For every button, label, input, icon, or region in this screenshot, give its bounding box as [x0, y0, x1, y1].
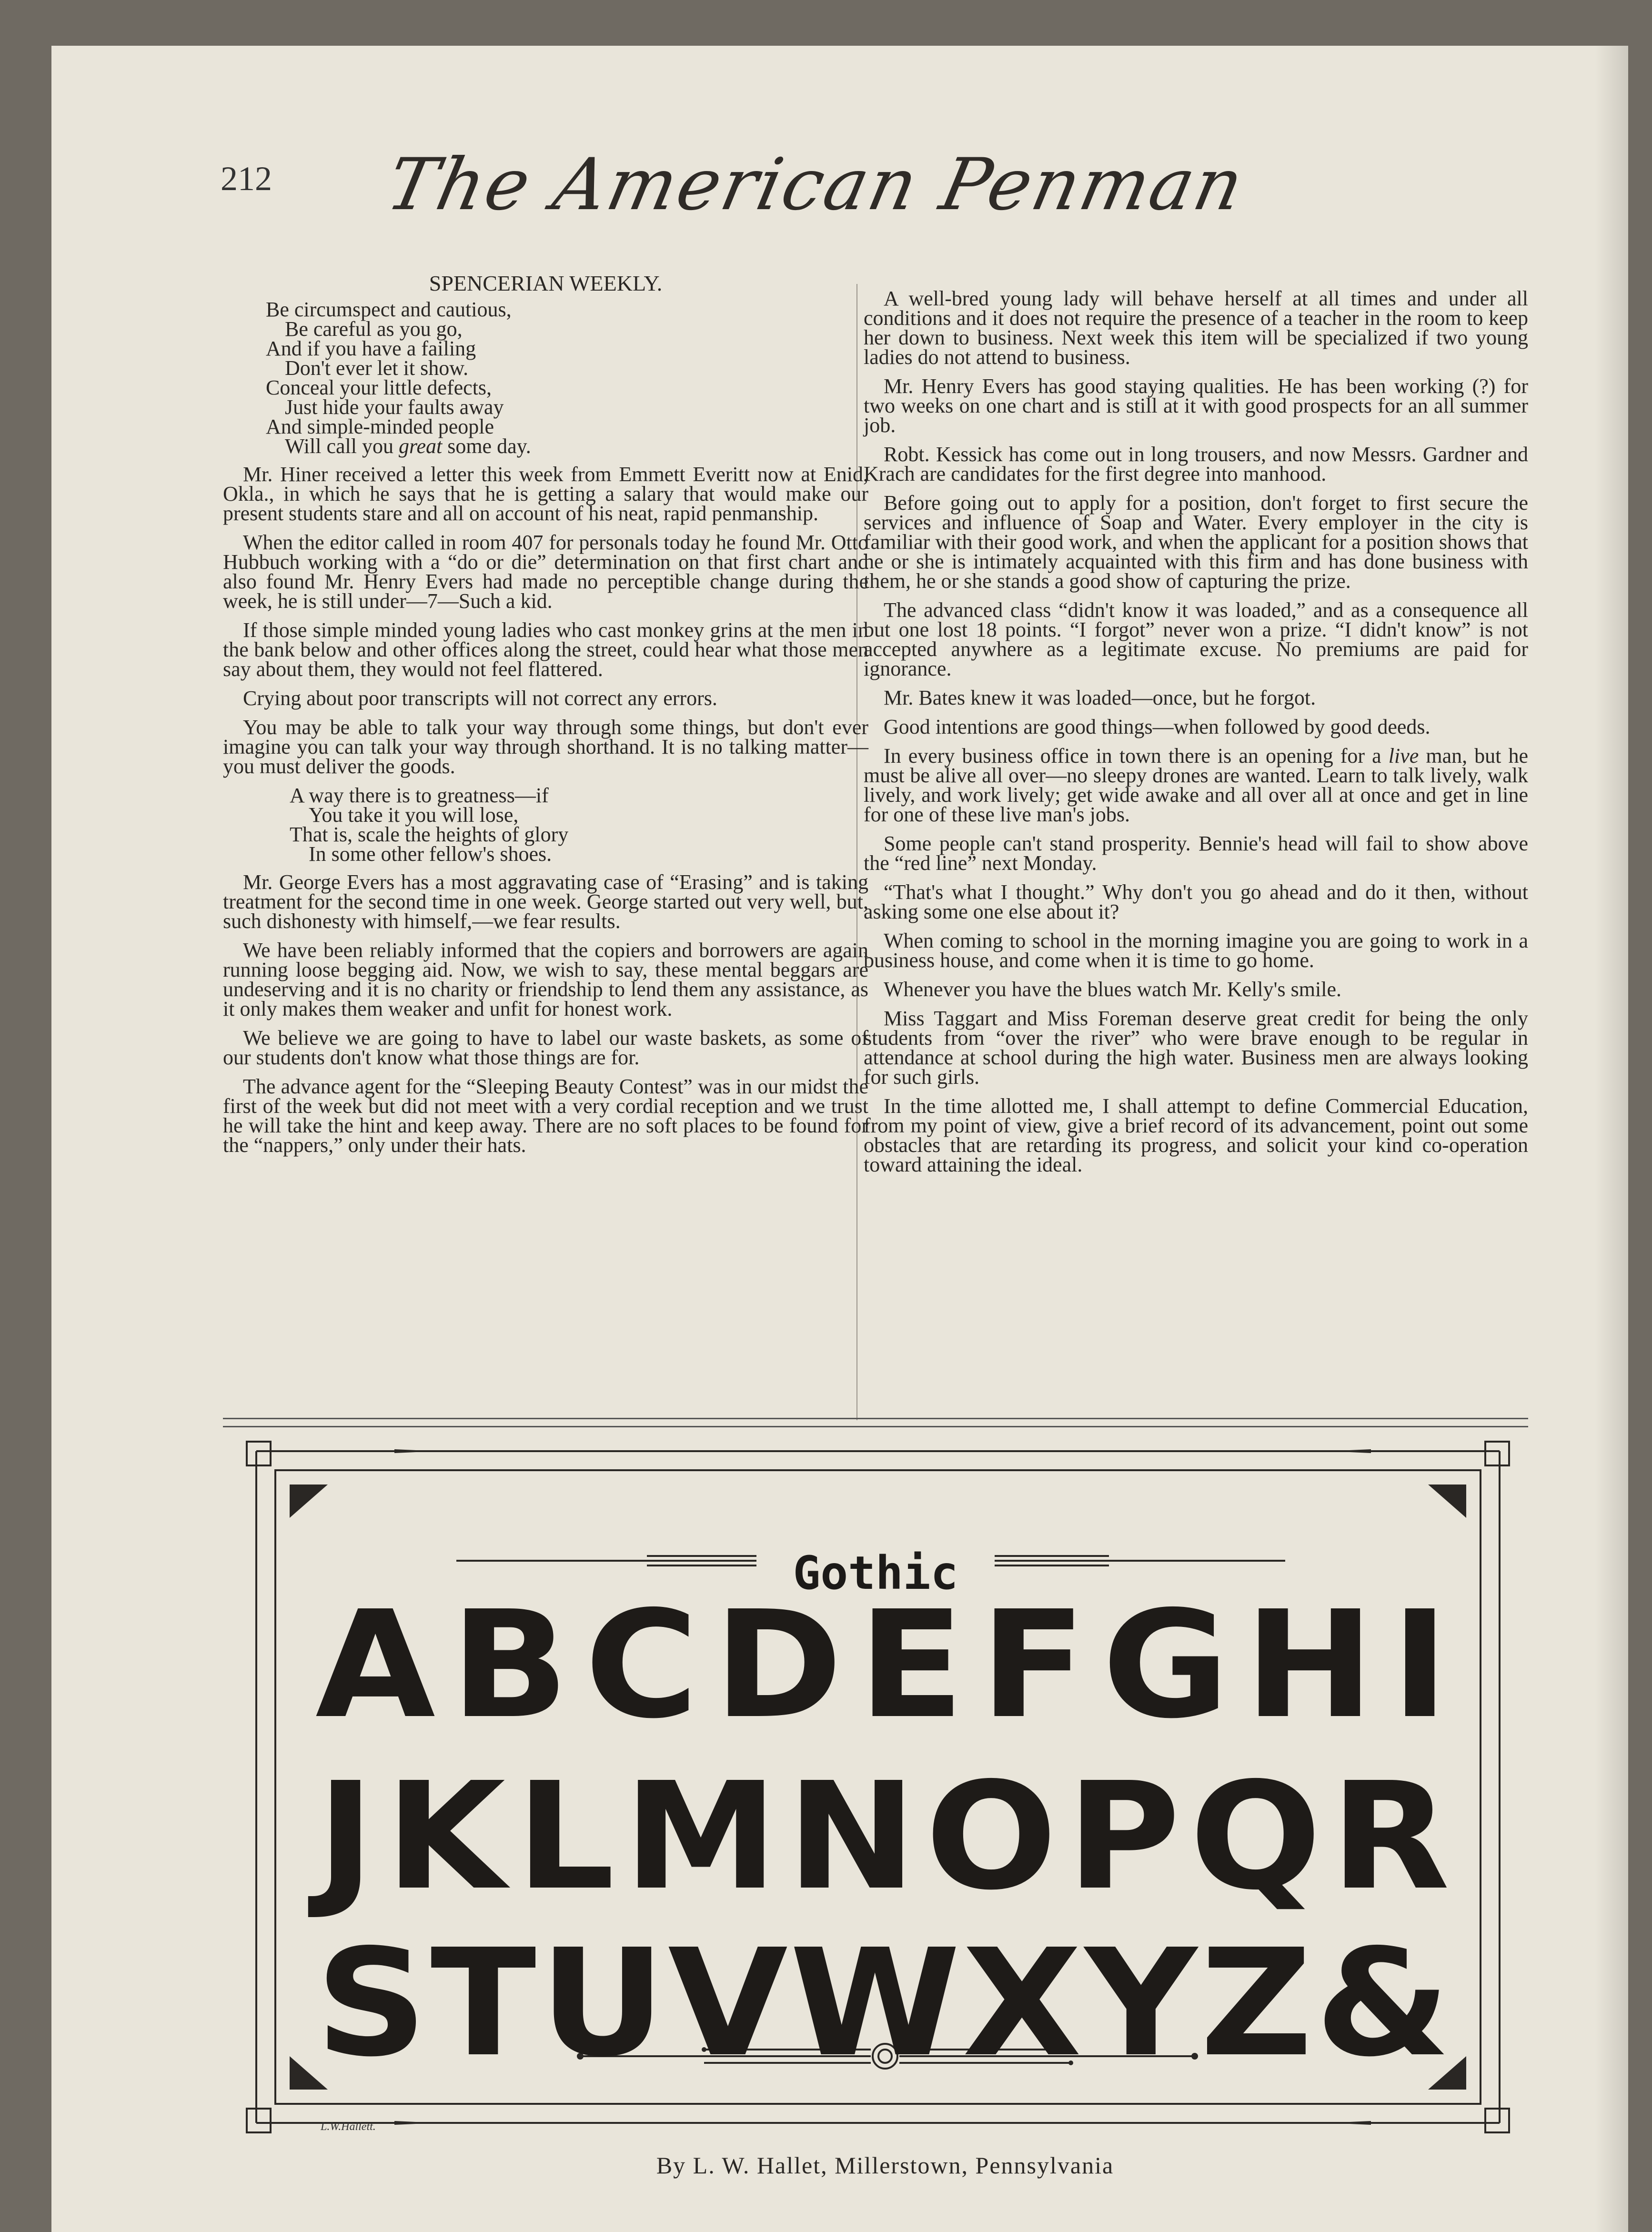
- paragraph: Before going out to apply for a position, don't forget to first secure the services and influence of Soap and Water. Every employer in the city is familiar with their good work, and when the applicant for a position shows that he or she is intimately acquainted with this firm and has done business with them, he or she stands a good show of capturing the prize.: [864, 491, 1528, 593]
- paragraph: Robt. Kessick has come out in long trousers, and now Messrs. Gardner and Krach are candidates for the first degree into manhood.: [864, 443, 1528, 485]
- section-divider: [223, 1418, 1528, 1427]
- letter: I: [1390, 1579, 1449, 1751]
- artist-signature: L.W.Hallett.: [321, 2121, 376, 2133]
- verse-1: [223, 300, 868, 456]
- verse-line: And simple-minded people: [266, 415, 494, 438]
- letter: A: [315, 1579, 435, 1751]
- paragraph: A well-bred young lady will behave herself at all times and under all conditions and it does not require the presence of a teacher in the room to keep her down to business. Next week this item will be specialized if two young ladies do not attend to business.: [864, 287, 1528, 369]
- verse-line: And if you have a failing: [266, 337, 476, 360]
- letter: H: [1244, 1579, 1374, 1751]
- verse-line: You take it you will lose,: [309, 803, 519, 827]
- paragraph: The advance agent for the “Sleeping Beauty Contest” was in our midst the first of the week but did not meet with a very cordial reception and we trust he will take the hint and keep away. There are no soft places to be found for the “nappers,” only under their hats.: [223, 1075, 868, 1157]
- paragraph: Some people can't stand prosperity. Bennie's head will fail to show above the “red line” next Monday.: [864, 832, 1528, 875]
- letter: E: [858, 1579, 965, 1751]
- paragraph: Good intentions are good things—when followed by good deeds.: [884, 715, 1430, 738]
- paragraph: Mr. Hiner received a letter this week from Emmett Everitt now at Enid, Okla., in which he says that he is getting a salary that would make our present students stare and all on account of his neat, rapid penmanship.: [223, 463, 868, 525]
- verse-line: In some other fellow's shoes.: [309, 842, 552, 866]
- paragraph: When the editor called in room 407 for personals today he found Mr. Otto Hubbuch working with a “do or die” determination on that first chart and also found Mr. Henry Evers had made no perceptible change during the week, he is still under—7—Such a kid.: [223, 531, 868, 613]
- letter: C: [584, 1579, 699, 1751]
- letter: N: [786, 1751, 917, 1923]
- letter: J: [317, 1751, 375, 1923]
- paragraph: [864, 746, 1528, 824]
- gothic-alphabet-plate: [237, 1437, 1519, 2142]
- text-run: In every business office in town there is an opening for a: [884, 744, 1389, 768]
- alphabet-row-3: [315, 1918, 1451, 2090]
- letter: Y: [1085, 1918, 1197, 2090]
- emphasis: live: [1388, 744, 1419, 768]
- paragraph: When coming to school in the morning imagine you are going to work in a business house, and come when it is time to go home.: [864, 929, 1528, 972]
- paragraph: We believe we are going to have to label our waste baskets, as some of our students don't know what those things are for.: [223, 1026, 868, 1069]
- paragraph: The advanced class “didn't know it was loaded,” and as a consequence all but one lost 18 points. “I forgot” never won a prize. “I didn't know” is not accepted anywhere as a legitimate excuse. No premiums are paid for ignorance.: [864, 598, 1528, 680]
- letter: K: [385, 1751, 506, 1923]
- paragraph: If those simple minded young ladies who cast monkey grins at the men in the bank below and other offices along the street, could hear what those men say about them, they would not feel flattered.: [223, 618, 868, 681]
- column-heading: SPENCERIAN WEEKLY.: [429, 271, 663, 295]
- letter: Q: [1189, 1751, 1321, 1923]
- paragraph: Mr. Bates knew it was loaded—once, but he forgot.: [884, 686, 1316, 709]
- paragraph: Crying about poor transcripts will not correct any errors.: [243, 687, 717, 710]
- masthead-title: The American Penman: [380, 143, 1252, 226]
- paragraph: “That's what I thought.” Why don't you go ahead and do it then, without asking some one else about it?: [864, 880, 1528, 923]
- paragraph: In the time allotted me, I shall attempt to define Commercial Education, from my point of view, give a brief record of its advancement, point out some obstacles that are retarding its progress, and solicit your kind co-operation toward attaining the ideal.: [864, 1094, 1528, 1176]
- letter: O: [925, 1751, 1058, 1923]
- letter: Z: [1200, 1918, 1313, 2090]
- page-number: 212: [221, 160, 272, 198]
- alphabet-row-1: [315, 1579, 1449, 1751]
- letter: L: [515, 1751, 615, 1923]
- plate-credit: By L. W. Hallet, Millerstown, Pennsylvania: [656, 2152, 1114, 2179]
- verse-line: A way there is to greatness—if: [290, 784, 549, 807]
- letter: M: [624, 1751, 778, 1923]
- paragraph: Mr. George Evers has a most aggravating case of “Erasing” and is taking treatment for the second time in one week. George started out very well, but, such dishonesty with himself,—we fear results.: [223, 870, 868, 933]
- verse-line: That is, scale the heights of glory: [290, 823, 569, 846]
- letter: F: [980, 1579, 1087, 1751]
- verse-line: Be circumspect and cautious,: [266, 298, 512, 321]
- verse-line: Don't ever let it show.: [285, 356, 469, 380]
- letter: X: [962, 1918, 1082, 2090]
- paragraph: Whenever you have the blues watch Mr. Kelly's smile.: [884, 978, 1341, 1001]
- plate-title: Gothic: [793, 1546, 958, 1600]
- alphabet-row-2: [317, 1751, 1450, 1923]
- letter: B: [451, 1579, 569, 1751]
- letter: T: [430, 1918, 536, 2090]
- letter: G: [1102, 1579, 1229, 1751]
- letter: &: [1315, 1918, 1451, 2090]
- paragraph: Mr. Henry Evers has good staying qualities. He has been working (?) for two weeks on one chart and is still at it with good prospects for an all summer job.: [864, 374, 1528, 437]
- paragraph: You may be able to talk your way through some things, but don't ever imagine you can talk your way through shorthand. It is no talking matter—you must deliver the goods.: [223, 716, 868, 778]
- letter: U: [539, 1918, 665, 2090]
- letter: P: [1066, 1751, 1180, 1923]
- paragraph: We have been reliably informed that the copiers and borrowers are again running loose begging aid. Now, we wish to say, these mental beggars are undeserving and it is no charity or friendship to lend them any assistance, as it only makes them weaker and unfit for honest work.: [223, 939, 868, 1020]
- letter: W: [789, 1918, 961, 2090]
- letter: V: [668, 1918, 788, 2090]
- letter: R: [1330, 1751, 1450, 1923]
- paragraph: Miss Taggart and Miss Foreman deserve great credit for being the only students from “over the river” who were brave enough to be regular in attendance at school during the high water. Business men are always looking for such girls.: [864, 1007, 1528, 1089]
- letter: D: [714, 1579, 843, 1751]
- verse-2: [223, 786, 868, 864]
- verse-line: Be careful as you go,: [285, 317, 463, 341]
- left-column: [223, 273, 868, 1164]
- letter: S: [315, 1918, 427, 2090]
- magazine-page: [51, 46, 1628, 2232]
- verse-line: Conceal your little defects,: [266, 376, 492, 399]
- verse-line: Will call you great some day.: [285, 434, 531, 458]
- text-run: man, but he must be alive all over—no sleepy drones are wanted. Learn to talk lively, walk lively, and work lively; get wide awake and all over all at once and get in line for one of these live man's jobs.: [864, 744, 1529, 826]
- right-column: [864, 289, 1528, 1184]
- emphasis: great: [398, 434, 443, 458]
- verse-line: Just hide your faults away: [285, 395, 504, 419]
